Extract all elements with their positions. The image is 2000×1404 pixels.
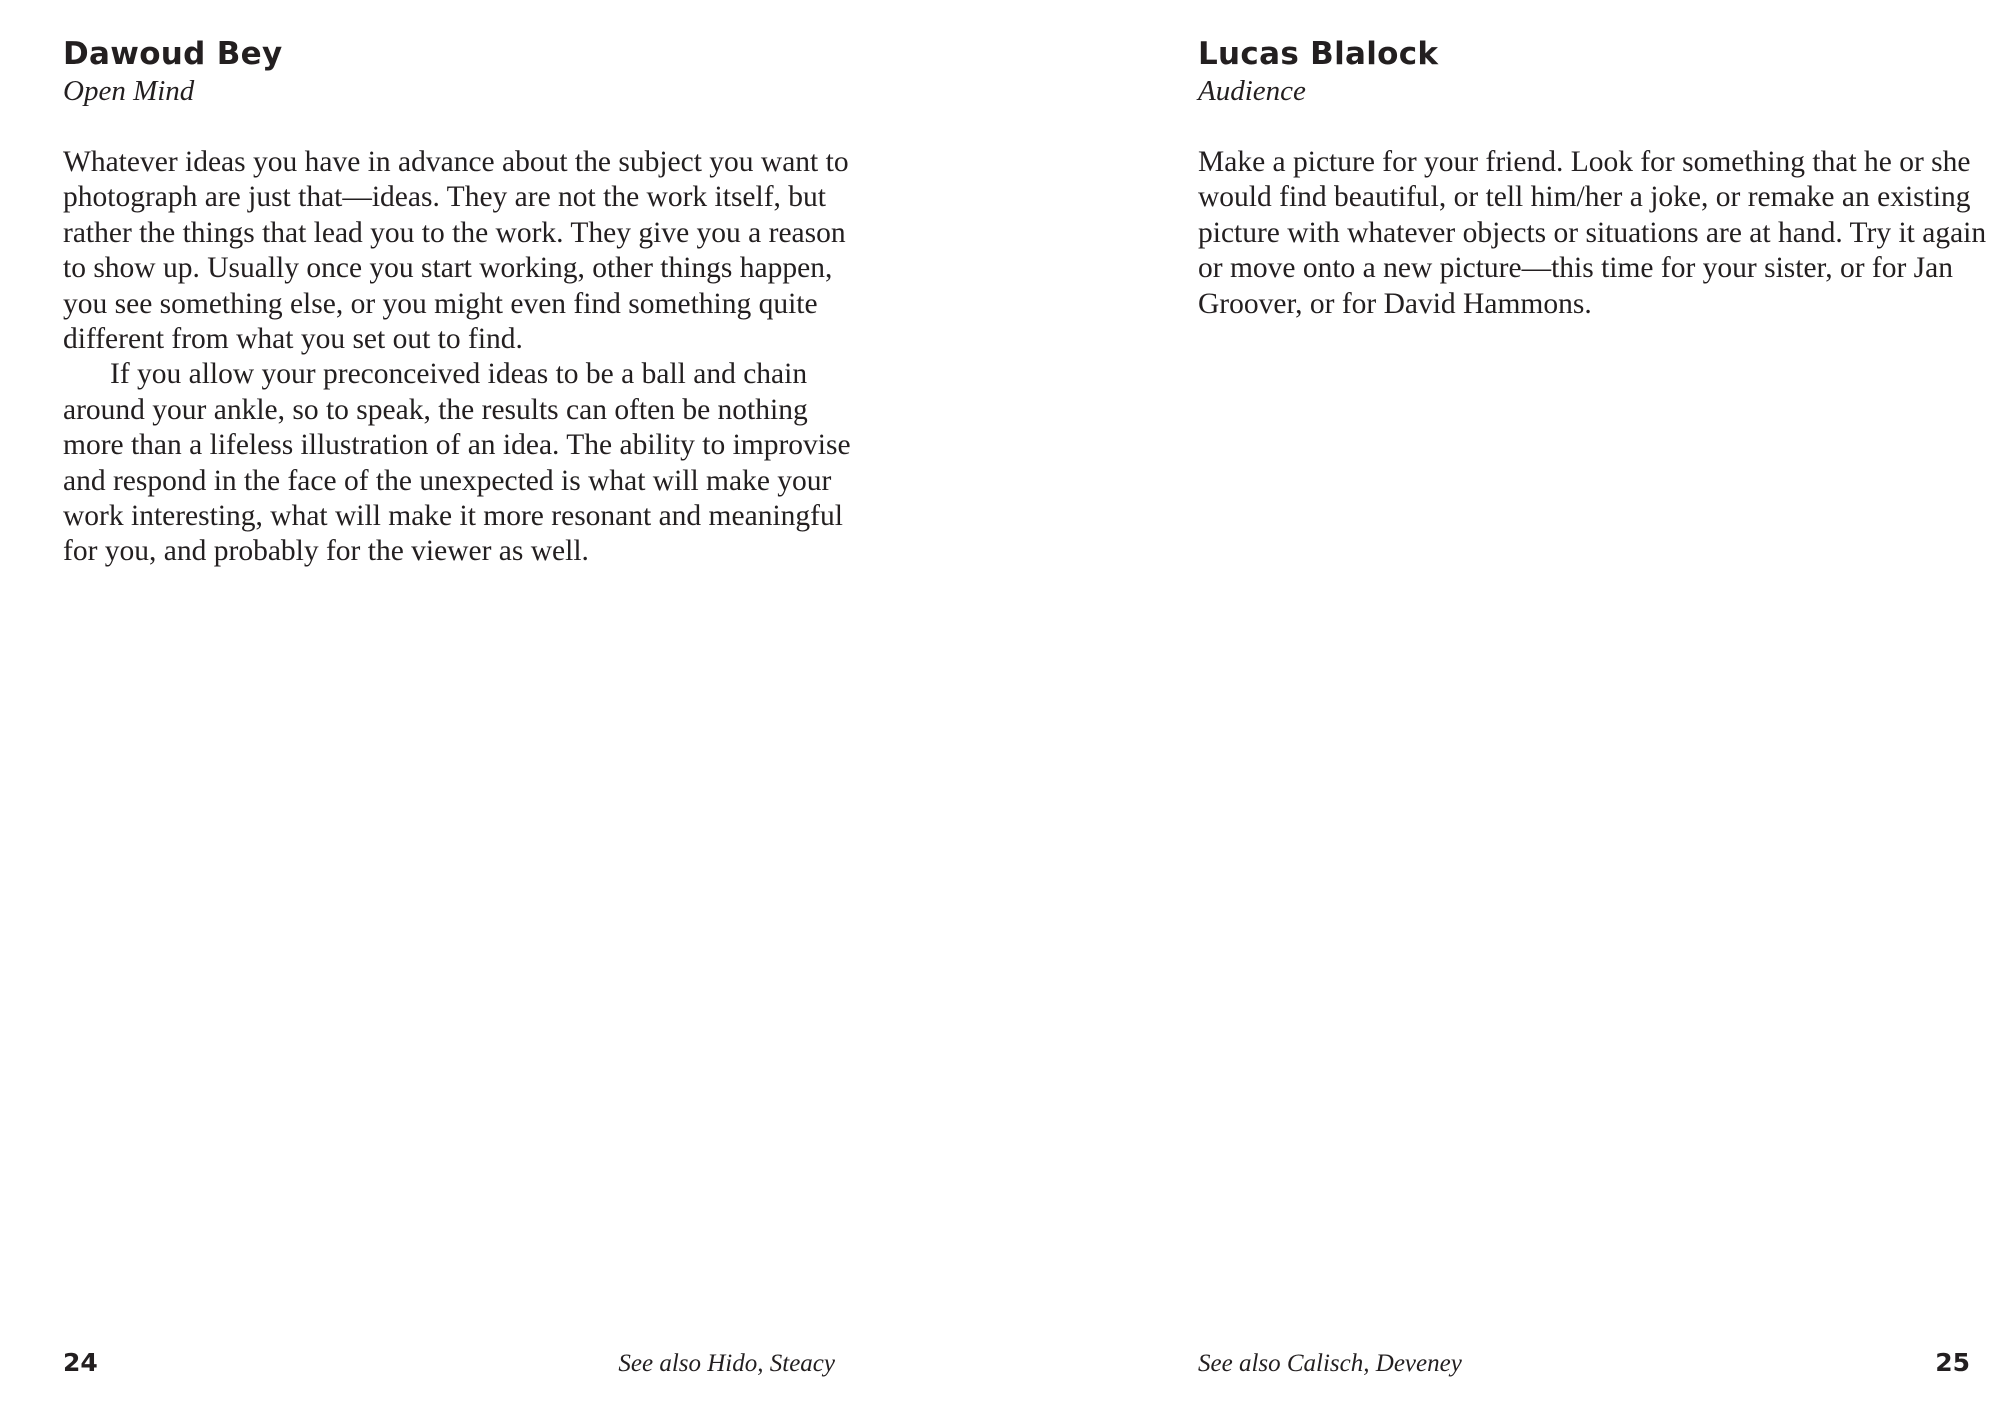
see-also-reference: See also Hido, Steacy [618, 1350, 835, 1377]
page-number: 24 [63, 1348, 98, 1377]
essay-title: Audience [1198, 75, 1306, 107]
essay-body [1198, 145, 1988, 322]
right-page [1000, 0, 2000, 1404]
see-also-reference: See also Calisch, Deveney [1198, 1350, 1462, 1377]
essay-body [63, 145, 853, 570]
essay-title: Open Mind [63, 75, 195, 107]
body-paragraph: Make a picture for your friend. Look for something that he or she would find beautiful, or tell him/her a joke, or remake an existing picture with whatever objects or situations are at hand. Try it again or move onto a new picture—this time for your sister, or for Jan Groover, or for David Hammons. [1198, 146, 1987, 320]
page-number: 25 [1935, 1348, 1970, 1377]
body-paragraph: Whatever ideas you have in advance about the subject you want to photograph are just that—ideas. They are not the work itself, but rather the things that lead you to the work. They give you a reason to show up. Usually once you start working, other things happen, you see something else, or you might even find something quite different from what you set out to find. [63, 146, 849, 356]
body-paragraph: If you allow your preconceived ideas to be a ball and chain around your ankle, so to speak, the results can often be nothing more than a lifeless illustration of an idea. The ability to improvise and respond in the face of the unexpected is what will make your work interesting, what will make it more resonant and meaningful for you, and probably for the viewer as well. [63, 358, 851, 568]
author-name: Dawoud Bey [63, 36, 283, 72]
author-name: Lucas Blalock [1198, 36, 1439, 72]
